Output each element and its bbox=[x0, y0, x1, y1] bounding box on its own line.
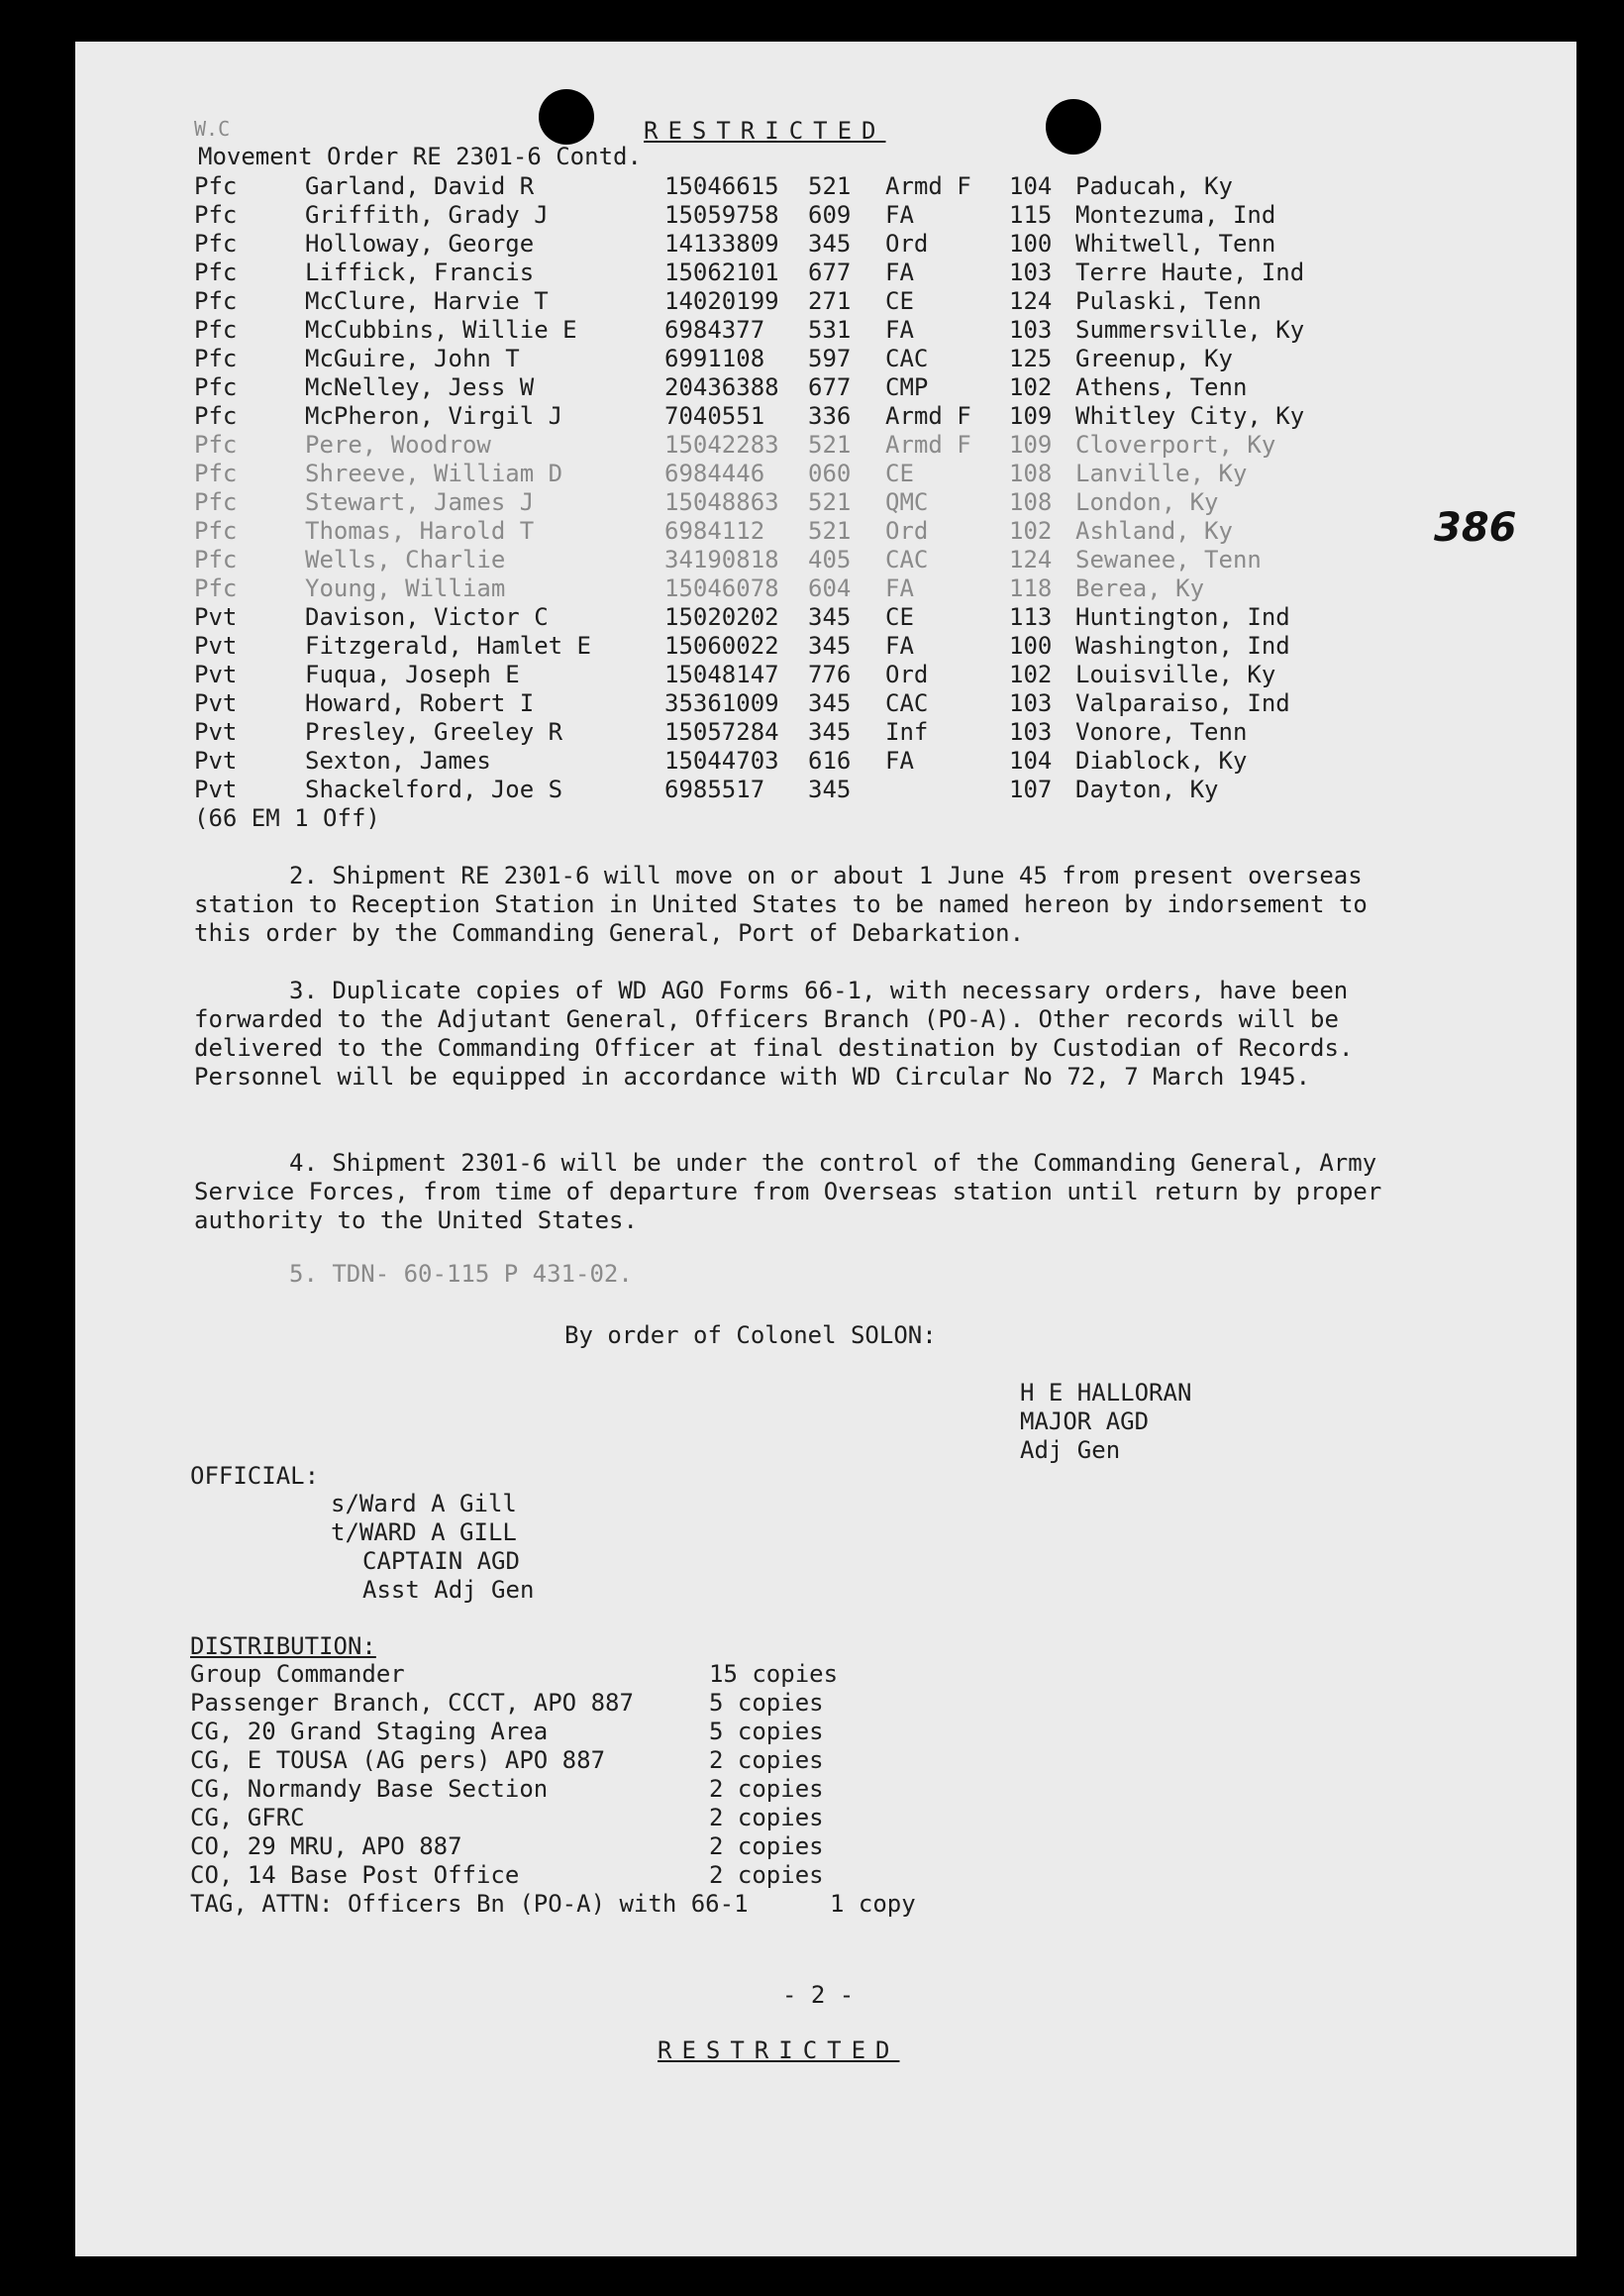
roster-serial: 14020199 bbox=[664, 287, 779, 315]
roster-code: 108 bbox=[1009, 488, 1053, 516]
distribution-copies: 2 copies bbox=[709, 1832, 824, 1860]
roster-home: Terre Haute, Ind bbox=[1075, 259, 1305, 286]
roster-arm: CE bbox=[885, 287, 914, 315]
roster-serial: 35361009 bbox=[664, 689, 779, 717]
roster-mos: 677 bbox=[808, 259, 852, 286]
distribution-copies: 5 copies bbox=[709, 1689, 824, 1717]
roster-mos: 345 bbox=[808, 230, 852, 258]
roster-code: 103 bbox=[1009, 259, 1053, 286]
roster-serial: 7040551 bbox=[664, 402, 765, 430]
roster-name: Holloway, George bbox=[305, 230, 535, 258]
roster-home: London, Ky bbox=[1075, 488, 1219, 516]
roster-mos: 597 bbox=[808, 345, 852, 372]
roster-name: McGuire, John T bbox=[305, 345, 520, 372]
roster-mos: 405 bbox=[808, 546, 852, 574]
roster-name: Garland, David R bbox=[305, 172, 535, 200]
distribution-recipient: CG, GFRC bbox=[190, 1804, 305, 1831]
page-number: - 2 - bbox=[782, 1981, 855, 2009]
roster-name: Davison, Victor C bbox=[305, 603, 549, 631]
roster-code: 124 bbox=[1009, 287, 1053, 315]
roster-mos: 521 bbox=[808, 431, 852, 459]
roster-rank: Pfc bbox=[194, 316, 238, 344]
roster-name: McClure, Harvie T bbox=[305, 287, 549, 315]
roster-code: 104 bbox=[1009, 747, 1053, 775]
roster-arm: QMC bbox=[885, 488, 929, 516]
roster-code: 100 bbox=[1009, 230, 1053, 258]
roster-home: Ashland, Ky bbox=[1075, 517, 1233, 545]
roster-arm: FA bbox=[885, 259, 914, 286]
distribution-copies: 2 copies bbox=[709, 1804, 824, 1831]
roster-code: 107 bbox=[1009, 776, 1053, 803]
roster-arm: CAC bbox=[885, 546, 929, 574]
roster-name: Pere, Woodrow bbox=[305, 431, 491, 459]
distribution-recipient: TAG, ATTN: Officers Bn (PO-A) with 66-1 bbox=[190, 1890, 749, 1918]
distribution-copies: 2 copies bbox=[709, 1861, 824, 1889]
roster-code: 109 bbox=[1009, 402, 1053, 430]
roster-code: 103 bbox=[1009, 689, 1053, 717]
count-line: (66 EM 1 Off) bbox=[194, 804, 380, 832]
roster-mos: 776 bbox=[808, 661, 852, 688]
roster-arm: FA bbox=[885, 747, 914, 775]
roster-name: Fitzgerald, Hamlet E bbox=[305, 632, 591, 660]
roster-mos: 604 bbox=[808, 574, 852, 602]
roster-code: 118 bbox=[1009, 574, 1053, 602]
roster-rank: Pfc bbox=[194, 431, 238, 459]
roster-mos: 521 bbox=[808, 517, 852, 545]
roster-serial: 6985517 bbox=[664, 776, 765, 803]
roster-name: Wells, Charlie bbox=[305, 546, 506, 574]
roster-arm: Ord bbox=[885, 661, 929, 688]
roster-home: Valparaiso, Ind bbox=[1075, 689, 1290, 717]
roster-serial: 15044703 bbox=[664, 747, 779, 775]
roster-serial: 15048863 bbox=[664, 488, 779, 516]
roster-serial: 15020202 bbox=[664, 603, 779, 631]
roster-arm: FA bbox=[885, 632, 914, 660]
roster-code: 103 bbox=[1009, 316, 1053, 344]
signer-name: H E HALLORAN bbox=[1020, 1379, 1192, 1407]
roster-serial: 6984112 bbox=[664, 517, 765, 545]
roster-home: Berea, Ky bbox=[1075, 574, 1205, 602]
roster-code: 109 bbox=[1009, 431, 1053, 459]
order-title: Movement Order RE 2301-6 Contd. bbox=[198, 143, 642, 170]
roster-name: Sexton, James bbox=[305, 747, 491, 775]
roster-home: Cloverport, Ky bbox=[1075, 431, 1276, 459]
official-label: OFFICIAL: bbox=[190, 1462, 320, 1490]
roster-mos: 531 bbox=[808, 316, 852, 344]
roster-home: Summersville, Ky bbox=[1075, 316, 1305, 344]
distribution-recipient: CO, 14 Base Post Office bbox=[190, 1861, 520, 1889]
roster-mos: 521 bbox=[808, 172, 852, 200]
roster-rank: Pvt bbox=[194, 718, 238, 746]
paragraph-4: 4. Shipment 2301-6 will be under the control of the Commanding General, Army Service Forces, from time of departure from Overseas station until return by proper authority to the United States. bbox=[194, 1149, 1382, 1234]
roster-serial: 15046615 bbox=[664, 172, 779, 200]
roster-name: McPheron, Virgil J bbox=[305, 402, 563, 430]
roster-arm: Armd F bbox=[885, 402, 971, 430]
roster-serial: 15046078 bbox=[664, 574, 779, 602]
roster-arm: FA bbox=[885, 316, 914, 344]
roster-mos: 521 bbox=[808, 488, 852, 516]
roster-code: 104 bbox=[1009, 172, 1053, 200]
distribution-recipient: CO, 29 MRU, APO 887 bbox=[190, 1832, 462, 1860]
roster-mos: 345 bbox=[808, 776, 852, 803]
classification-footer: RESTRICTED bbox=[658, 2036, 900, 2064]
official-title: Asst Adj Gen bbox=[362, 1576, 535, 1604]
roster-rank: Pfc bbox=[194, 488, 238, 516]
roster-arm: FA bbox=[885, 574, 914, 602]
roster-rank: Pvt bbox=[194, 632, 238, 660]
roster-home: Louisville, Ky bbox=[1075, 661, 1276, 688]
roster-rank: Pfc bbox=[194, 259, 238, 286]
official-typed-name: t/WARD A GILL bbox=[331, 1518, 517, 1546]
roster-home: Pulaski, Tenn bbox=[1075, 287, 1262, 315]
roster-home: Montezuma, Ind bbox=[1075, 201, 1276, 229]
roster-name: Shackelford, Joe S bbox=[305, 776, 563, 803]
page-stamp-number: 386 bbox=[1434, 505, 1517, 551]
roster-code: 103 bbox=[1009, 718, 1053, 746]
roster-arm: FA bbox=[885, 201, 914, 229]
roster-rank: Pfc bbox=[194, 546, 238, 574]
roster-mos: 345 bbox=[808, 689, 852, 717]
roster-home: Washington, Ind bbox=[1075, 632, 1290, 660]
roster-name: Fuqua, Joseph E bbox=[305, 661, 520, 688]
paragraph-5: 5. TDN- 60-115 P 431-02. bbox=[289, 1260, 633, 1288]
roster-home: Greenup, Ky bbox=[1075, 345, 1233, 372]
roster-home: Whitwell, Tenn bbox=[1075, 230, 1276, 258]
distribution-copies: 1 copy bbox=[830, 1890, 916, 1918]
roster-rank: Pfc bbox=[194, 574, 238, 602]
roster-arm: Ord bbox=[885, 230, 929, 258]
roster-rank: Pvt bbox=[194, 603, 238, 631]
roster-code: 102 bbox=[1009, 661, 1053, 688]
roster-name: Stewart, James J bbox=[305, 488, 535, 516]
roster-name: McNelley, Jess W bbox=[305, 373, 535, 401]
signer-title: Adj Gen bbox=[1020, 1436, 1121, 1464]
roster-rank: Pfc bbox=[194, 460, 238, 487]
distribution-recipient: Group Commander bbox=[190, 1660, 405, 1688]
distribution-recipient: Passenger Branch, CCCT, APO 887 bbox=[190, 1689, 634, 1717]
roster-mos: 271 bbox=[808, 287, 852, 315]
roster-serial: 15059758 bbox=[664, 201, 779, 229]
roster-arm: CAC bbox=[885, 689, 929, 717]
roster-code: 102 bbox=[1009, 373, 1053, 401]
roster-mos: 345 bbox=[808, 632, 852, 660]
roster-serial: 15060022 bbox=[664, 632, 779, 660]
roster-arm: CAC bbox=[885, 345, 929, 372]
roster-serial: 20436388 bbox=[664, 373, 779, 401]
by-order-line: By order of Colonel SOLON: bbox=[564, 1321, 937, 1349]
distribution-copies: 15 copies bbox=[709, 1660, 839, 1688]
top-left-mark: W.C bbox=[194, 117, 231, 141]
distribution-copies: 5 copies bbox=[709, 1718, 824, 1745]
roster-name: Presley, Greeley R bbox=[305, 718, 563, 746]
distribution-copies: 2 copies bbox=[709, 1775, 824, 1803]
roster-rank: Pfc bbox=[194, 345, 238, 372]
roster-rank: Pvt bbox=[194, 661, 238, 688]
distribution-recipient: CG, 20 Grand Staging Area bbox=[190, 1718, 549, 1745]
roster-rank: Pvt bbox=[194, 776, 238, 803]
roster-serial: 15057284 bbox=[664, 718, 779, 746]
roster-home: Huntington, Ind bbox=[1075, 603, 1290, 631]
roster-serial: 6984377 bbox=[664, 316, 765, 344]
roster-mos: 345 bbox=[808, 603, 852, 631]
roster-name: McCubbins, Willie E bbox=[305, 316, 577, 344]
roster-code: 100 bbox=[1009, 632, 1053, 660]
roster-home: Paducah, Ky bbox=[1075, 172, 1233, 200]
classification-header: RESTRICTED bbox=[644, 117, 886, 145]
official-signature: s/Ward A Gill bbox=[331, 1490, 517, 1517]
roster-code: 115 bbox=[1009, 201, 1053, 229]
roster-serial: 6991108 bbox=[664, 345, 765, 372]
roster-home: Whitley City, Ky bbox=[1075, 402, 1305, 430]
roster-mos: 336 bbox=[808, 402, 852, 430]
roster-name: Thomas, Harold T bbox=[305, 517, 535, 545]
roster-code: 125 bbox=[1009, 345, 1053, 372]
roster-serial: 14133809 bbox=[664, 230, 779, 258]
punch-hole bbox=[539, 89, 594, 145]
roster-code: 102 bbox=[1009, 517, 1053, 545]
roster-name: Young, William bbox=[305, 574, 506, 602]
roster-rank: Pfc bbox=[194, 287, 238, 315]
roster-home: Athens, Tenn bbox=[1075, 373, 1248, 401]
roster-name: Griffith, Grady J bbox=[305, 201, 549, 229]
roster-arm: CE bbox=[885, 603, 914, 631]
punch-hole bbox=[1046, 99, 1101, 155]
roster-home: Vonore, Tenn bbox=[1075, 718, 1248, 746]
roster-rank: Pfc bbox=[194, 201, 238, 229]
paragraph-3: 3. Duplicate copies of WD AGO Forms 66-1, with necessary orders, have been forwarded to the Adjutant General, Officers Branch (PO-A). Other records will be delivered to the Commanding Officer at final destination by Custodian of Records. Personnel will be equipped in accordance with WD Circular No 72, 7 March 1945. bbox=[194, 977, 1354, 1091]
roster-serial: 15042283 bbox=[664, 431, 779, 459]
roster-mos: 345 bbox=[808, 718, 852, 746]
roster-mos: 060 bbox=[808, 460, 852, 487]
roster-mos: 616 bbox=[808, 747, 852, 775]
roster-home: Sewanee, Tenn bbox=[1075, 546, 1262, 574]
roster-rank: Pfc bbox=[194, 402, 238, 430]
roster-mos: 609 bbox=[808, 201, 852, 229]
roster-home: Dayton, Ky bbox=[1075, 776, 1219, 803]
paragraph-2: 2. Shipment RE 2301-6 will move on or about 1 June 45 from present overseas station to Reception Station in United States to be named hereon by indorsement to this order by the Commanding General, Port of Debarkation. bbox=[194, 862, 1368, 947]
roster-arm: Armd F bbox=[885, 172, 971, 200]
roster-serial: 15062101 bbox=[664, 259, 779, 286]
roster-name: Liffick, Francis bbox=[305, 259, 535, 286]
roster-arm: CE bbox=[885, 460, 914, 487]
roster-name: Howard, Robert I bbox=[305, 689, 535, 717]
distribution-heading: DISTRIBUTION: bbox=[190, 1632, 376, 1660]
distribution-copies: 2 copies bbox=[709, 1746, 824, 1774]
roster-rank: Pfc bbox=[194, 172, 238, 200]
roster-serial: 6984446 bbox=[664, 460, 765, 487]
official-rank: CAPTAIN AGD bbox=[362, 1547, 520, 1575]
roster-code: 108 bbox=[1009, 460, 1053, 487]
roster-code: 124 bbox=[1009, 546, 1053, 574]
roster-rank: Pfc bbox=[194, 230, 238, 258]
roster-serial: 15048147 bbox=[664, 661, 779, 688]
distribution-recipient: CG, Normandy Base Section bbox=[190, 1775, 549, 1803]
roster-code: 113 bbox=[1009, 603, 1053, 631]
roster-home: Lanville, Ky bbox=[1075, 460, 1248, 487]
roster-rank: Pfc bbox=[194, 517, 238, 545]
roster-home: Diablock, Ky bbox=[1075, 747, 1248, 775]
roster-arm: CMP bbox=[885, 373, 929, 401]
roster-arm: Inf bbox=[885, 718, 929, 746]
roster-arm: Armd F bbox=[885, 431, 971, 459]
roster-arm: Ord bbox=[885, 517, 929, 545]
roster-mos: 677 bbox=[808, 373, 852, 401]
roster-rank: Pvt bbox=[194, 689, 238, 717]
signer-rank: MAJOR AGD bbox=[1020, 1408, 1150, 1435]
distribution-recipient: CG, E TOUSA (AG pers) APO 887 bbox=[190, 1746, 606, 1774]
roster-serial: 34190818 bbox=[664, 546, 779, 574]
roster-name: Shreeve, William D bbox=[305, 460, 563, 487]
roster-rank: Pvt bbox=[194, 747, 238, 775]
roster-rank: Pfc bbox=[194, 373, 238, 401]
